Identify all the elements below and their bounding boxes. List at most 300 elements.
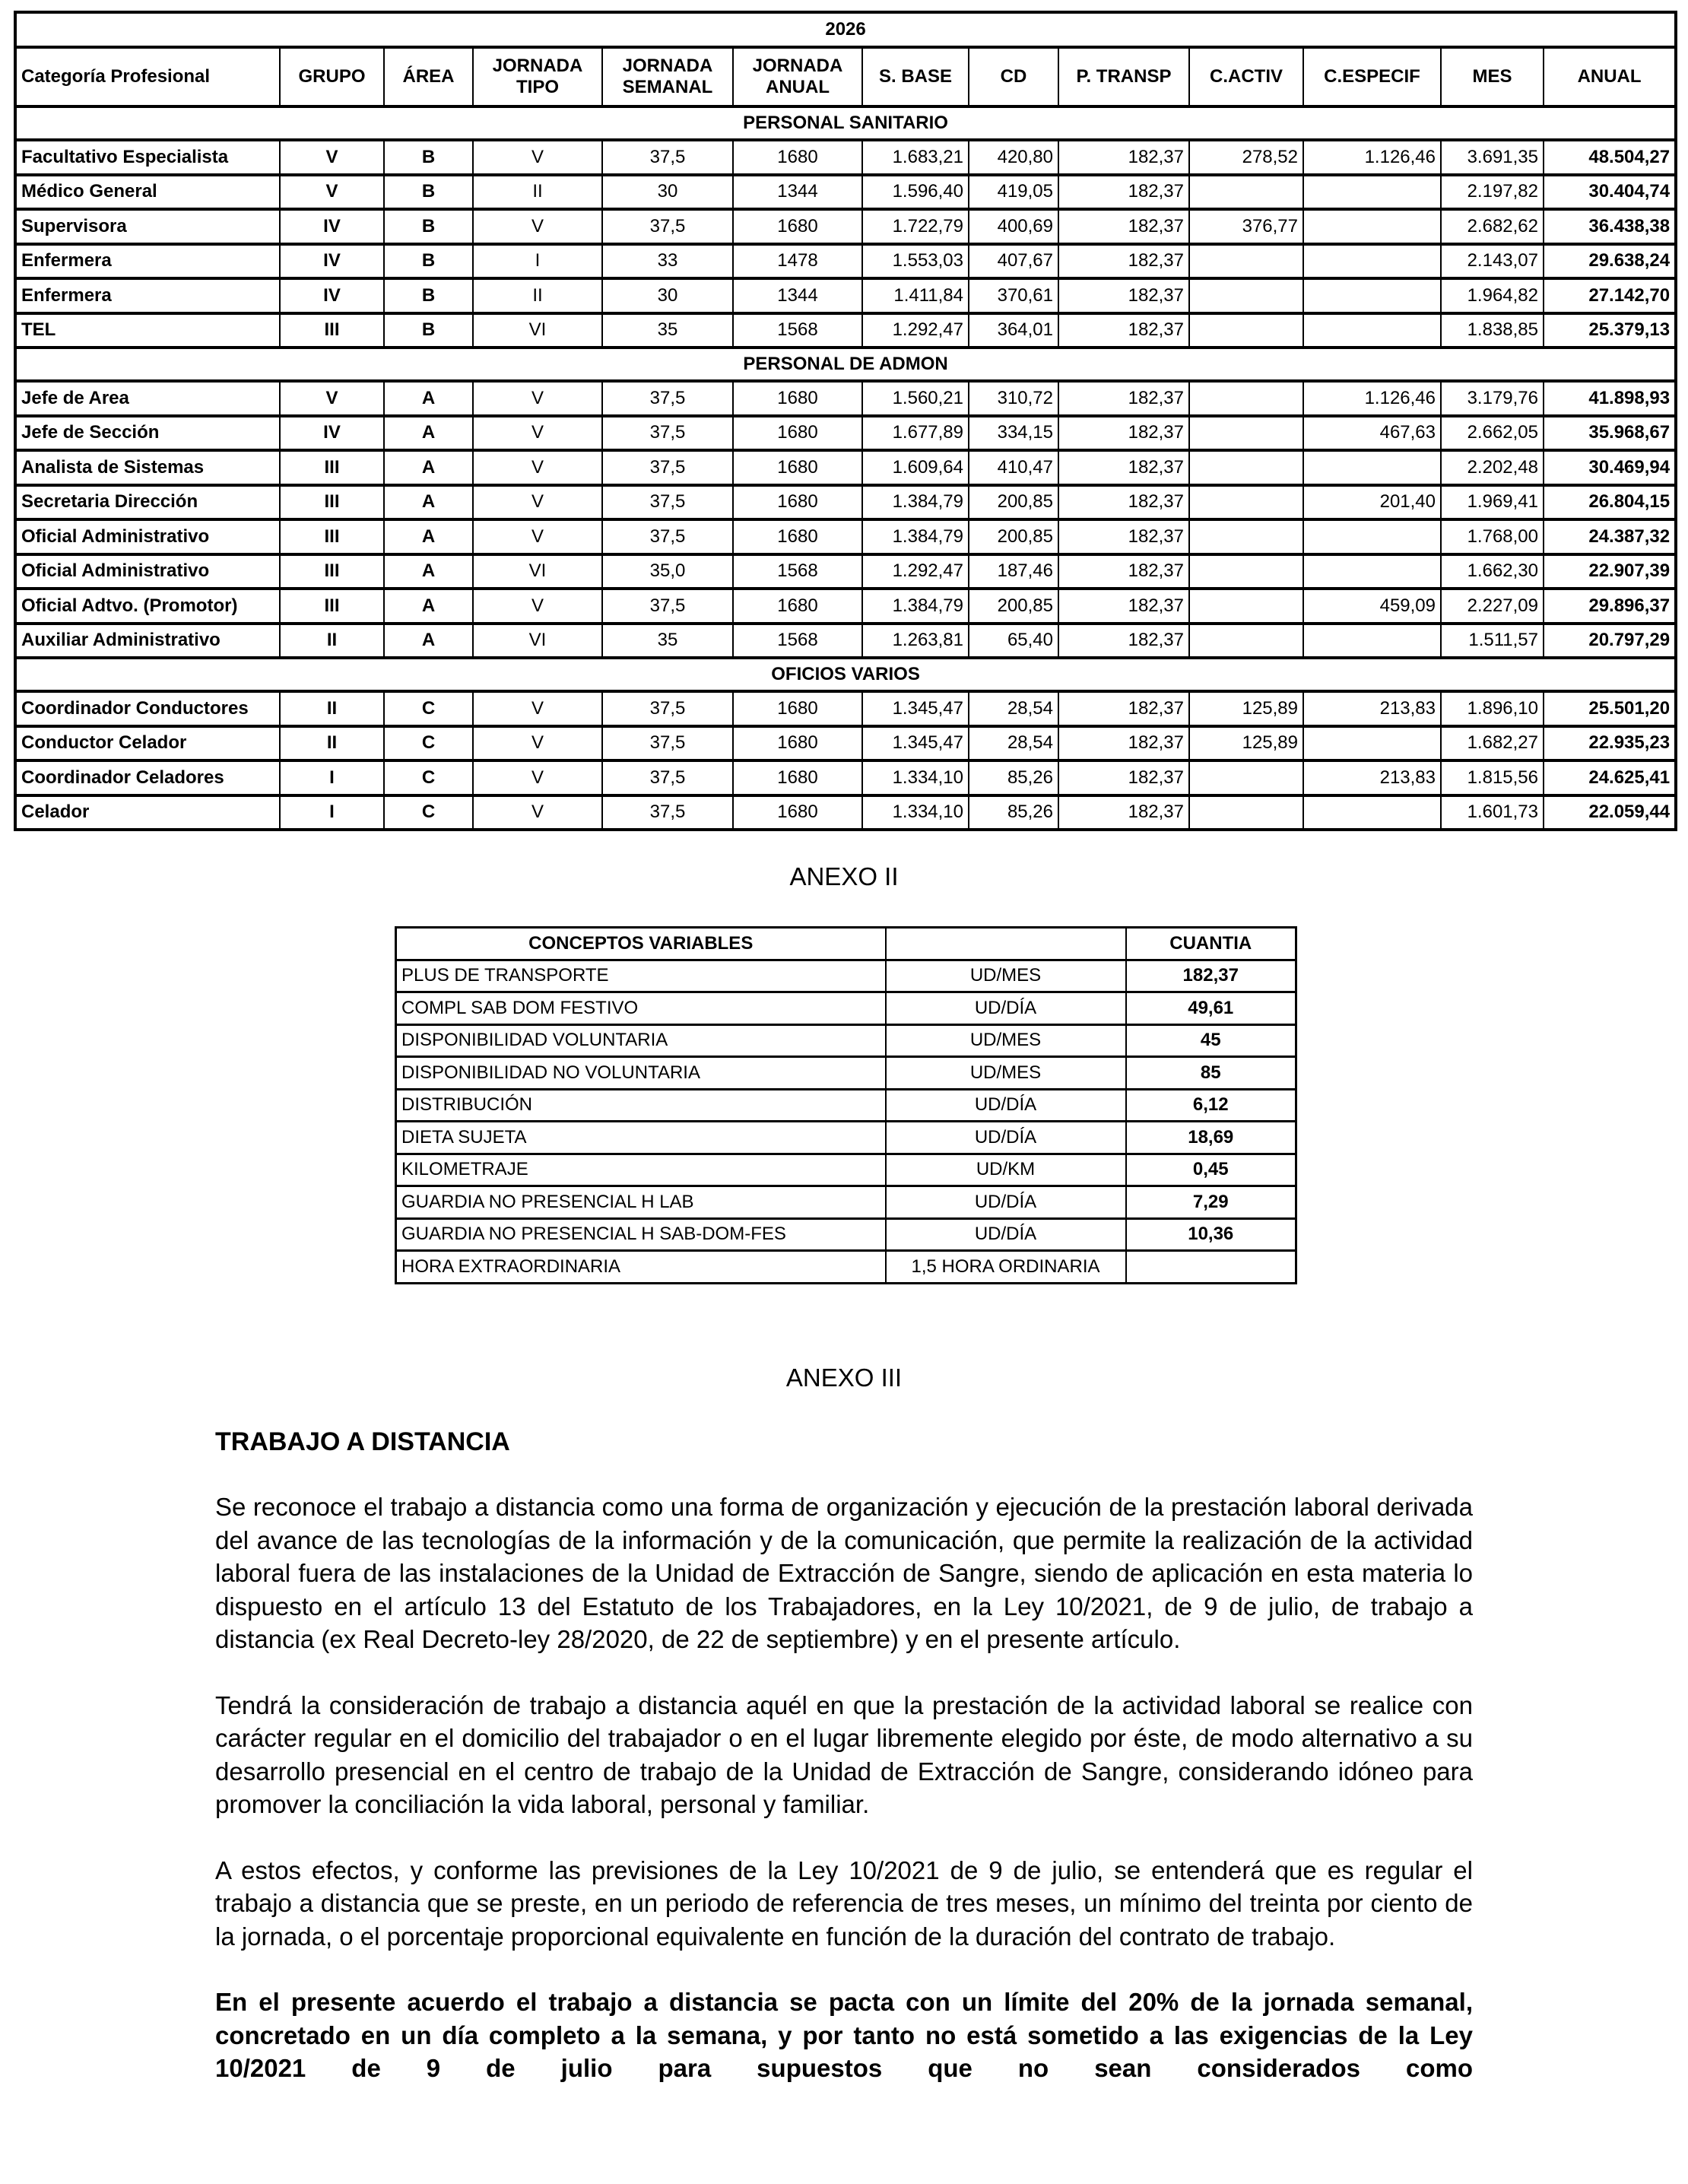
table-row	[15, 416, 1676, 451]
cell-c-especif: 201,40	[1303, 485, 1441, 520]
cell-concepto: GUARDIA NO PRESENCIAL H LAB	[396, 1186, 886, 1219]
variable-concepts-table	[395, 926, 1297, 1284]
cell-concepto: DIETA SUJETA	[396, 1122, 886, 1154]
cell-mes: 1.511,57	[1441, 624, 1544, 659]
annex3-title: ANEXO III	[785, 1363, 903, 1392]
table-row	[396, 1218, 1296, 1251]
col-header-unidad	[886, 928, 1126, 960]
cell-s-base: 1.683,21	[862, 140, 969, 175]
cell-unidad: UD/DÍA	[886, 1089, 1126, 1122]
col-header-grupo: GRUPO	[280, 47, 384, 106]
cell-p-transp: 182,37	[1058, 175, 1189, 210]
cell-s-base: 1.334,10	[862, 795, 969, 830]
cell-s-base: 1.596,40	[862, 175, 969, 210]
cell-jornada-semanal: 30	[602, 278, 733, 313]
table-row	[15, 760, 1676, 795]
cell-jornada-tipo: VI	[473, 313, 602, 348]
year-row	[15, 12, 1676, 47]
cell-s-base: 1.345,47	[862, 691, 969, 726]
cell-jornada-tipo: V	[473, 450, 602, 485]
cell-grupo: II	[280, 624, 384, 659]
cell-categoria: Oficial Adtvo. (Promotor)	[15, 589, 280, 624]
cell-cd: 334,15	[969, 416, 1058, 451]
cell-c-especif	[1303, 244, 1441, 279]
cell-jornada-anual: 1568	[733, 554, 862, 589]
cell-s-base: 1.722,79	[862, 209, 969, 244]
cell-c-especif: 459,09	[1303, 589, 1441, 624]
cell-anual: 48.504,27	[1544, 140, 1676, 175]
cell-c-especif	[1303, 624, 1441, 659]
cell-anual: 30.469,94	[1544, 450, 1676, 485]
cell-anual: 35.968,67	[1544, 416, 1676, 451]
section-title: PERSONAL SANITARIO	[15, 106, 1676, 140]
cell-mes: 1.682,27	[1441, 726, 1544, 761]
cell-area: A	[384, 519, 473, 554]
cell-cuantia	[1126, 1251, 1296, 1284]
cell-categoria: Oficial Administrativo	[15, 519, 280, 554]
cell-jornada-tipo: II	[473, 278, 602, 313]
table-row	[396, 1057, 1296, 1090]
cell-anual: 29.638,24	[1544, 244, 1676, 279]
cell-mes: 3.179,76	[1441, 381, 1544, 416]
cell-p-transp: 182,37	[1058, 244, 1189, 279]
section-row	[15, 348, 1676, 381]
table-row	[396, 1089, 1296, 1122]
col-header-c-activ: C.ACTIV	[1189, 47, 1303, 106]
cell-jornada-anual: 1680	[733, 691, 862, 726]
cell-concepto: KILOMETRAJE	[396, 1154, 886, 1186]
cell-c-especif: 1.126,46	[1303, 381, 1441, 416]
cell-mes: 1.601,73	[1441, 795, 1544, 830]
cell-grupo: II	[280, 726, 384, 761]
cell-unidad: UD/DÍA	[886, 992, 1126, 1025]
cell-c-especif: 467,63	[1303, 416, 1441, 451]
table-row	[396, 1186, 1296, 1219]
cell-jornada-anual: 1680	[733, 209, 862, 244]
cell-jornada-tipo: V	[473, 209, 602, 244]
cell-p-transp: 182,37	[1058, 140, 1189, 175]
cell-area: C	[384, 691, 473, 726]
cell-cuantia: 6,12	[1126, 1089, 1296, 1122]
cell-grupo: V	[280, 175, 384, 210]
section-title: PERSONAL DE ADMON	[15, 348, 1676, 381]
cell-cd: 28,54	[969, 691, 1058, 726]
cell-cd: 200,85	[969, 519, 1058, 554]
cell-cd: 419,05	[969, 175, 1058, 210]
paragraph-bold: En el presente acuerdo el trabajo a distancia se pacta con un límite del 20% de la jornada semanal, concretado en un día completo a la semana, y por tanto no está sometido a las exigencias de la Ley 10/2021 de 9 de julio para supuestos que no sean considerados como	[215, 1988, 1473, 2082]
cell-area: B	[384, 244, 473, 279]
cell-unidad: UD/MES	[886, 1057, 1126, 1090]
cell-unidad: 1,5 HORA ORDINARIA	[886, 1251, 1126, 1284]
paragraph: A estos efectos, y conforme las previsiones de la Ley 10/2021 de 9 de julio, se entenderá que es regular el trabajo a distancia que se preste, en un periodo de referencia de tres meses, un mínimo del treinta por ciento de la jornada, o el porcentaje proporcional equivalente en función de la duración del contrato de trabajo.	[215, 1855, 1473, 1951]
cell-anual: 36.438,38	[1544, 209, 1676, 244]
cell-c-especif: 213,83	[1303, 691, 1441, 726]
cell-categoria: Supervisora	[15, 209, 280, 244]
cell-mes: 3.691,35	[1441, 140, 1544, 175]
cell-categoria: Celador	[15, 795, 280, 830]
cell-area: B	[384, 313, 473, 348]
cell-area: A	[384, 554, 473, 589]
cell-s-base: 1.560,21	[862, 381, 969, 416]
cell-c-especif: 213,83	[1303, 760, 1441, 795]
cell-c-especif	[1303, 726, 1441, 761]
table-row	[15, 140, 1676, 175]
cell-s-base: 1.609,64	[862, 450, 969, 485]
cell-c-activ: 125,89	[1189, 691, 1303, 726]
cell-area: B	[384, 278, 473, 313]
cell-jornada-semanal: 33	[602, 244, 733, 279]
cell-area: A	[384, 381, 473, 416]
cell-cd: 370,61	[969, 278, 1058, 313]
cell-unidad: UD/KM	[886, 1154, 1126, 1186]
cell-p-transp: 182,37	[1058, 554, 1189, 589]
cell-unidad: UD/MES	[886, 1024, 1126, 1057]
cell-anual: 30.404,74	[1544, 175, 1676, 210]
cell-jornada-semanal: 37,5	[602, 795, 733, 830]
cell-c-especif	[1303, 554, 1441, 589]
cell-categoria: Jefe de Sección	[15, 416, 280, 451]
table-row	[15, 795, 1676, 830]
cell-p-transp: 182,37	[1058, 278, 1189, 313]
cell-mes: 1.815,56	[1441, 760, 1544, 795]
cell-c-activ: 278,52	[1189, 140, 1303, 175]
cell-mes: 2.143,07	[1441, 244, 1544, 279]
cell-grupo: IV	[280, 278, 384, 313]
cell-categoria: Facultativo Especialista	[15, 140, 280, 175]
cell-concepto: GUARDIA NO PRESENCIAL H SAB-DOM-FES	[396, 1218, 886, 1251]
cell-area: A	[384, 624, 473, 659]
cell-concepto: HORA EXTRAORDINARIA	[396, 1251, 886, 1284]
cell-jornada-anual: 1680	[733, 589, 862, 624]
table-row	[396, 1154, 1296, 1186]
cell-area: B	[384, 140, 473, 175]
col-header-p-transp: P. TRANSP	[1058, 47, 1189, 106]
cell-grupo: III	[280, 485, 384, 520]
section-row	[15, 106, 1676, 140]
col-header-cd: CD	[969, 47, 1058, 106]
cell-unidad: UD/DÍA	[886, 1122, 1126, 1154]
cell-jornada-semanal: 37,5	[602, 140, 733, 175]
table-row	[396, 992, 1296, 1025]
cell-categoria: Oficial Administrativo	[15, 554, 280, 589]
cell-jornada-tipo: V	[473, 485, 602, 520]
cell-jornada-semanal: 37,5	[602, 691, 733, 726]
cell-jornada-tipo: V	[473, 795, 602, 830]
cell-cuantia: 49,61	[1126, 992, 1296, 1025]
col-header-cuantia: CUANTIA	[1126, 928, 1296, 960]
cell-mes: 1.768,00	[1441, 519, 1544, 554]
table-row	[396, 1024, 1296, 1057]
cell-c-activ	[1189, 760, 1303, 795]
cell-jornada-semanal: 37,5	[602, 450, 733, 485]
cell-area: A	[384, 485, 473, 520]
cell-jornada-semanal: 37,5	[602, 381, 733, 416]
cell-cd: 310,72	[969, 381, 1058, 416]
cell-grupo: I	[280, 795, 384, 830]
table-row	[15, 519, 1676, 554]
cell-jornada-tipo: VI	[473, 624, 602, 659]
cell-jornada-anual: 1680	[733, 450, 862, 485]
annex3-body	[215, 1425, 1473, 2118]
table-row	[15, 554, 1676, 589]
cell-c-activ	[1189, 519, 1303, 554]
cell-categoria: Enfermera	[15, 244, 280, 279]
cell-mes: 2.197,82	[1441, 175, 1544, 210]
cell-unidad: UD/DÍA	[886, 1218, 1126, 1251]
cell-concepto: DISTRIBUCIÓN	[396, 1089, 886, 1122]
cell-s-base: 1.345,47	[862, 726, 969, 761]
cell-grupo: I	[280, 760, 384, 795]
col-header-jornada-semanal: JORNADA SEMANAL	[602, 47, 733, 106]
cell-s-base: 1.334,10	[862, 760, 969, 795]
cell-jornada-anual: 1680	[733, 760, 862, 795]
col-header-s-base: S. BASE	[862, 47, 969, 106]
cell-categoria: Auxiliar Administrativo	[15, 624, 280, 659]
cell-anual: 22.059,44	[1544, 795, 1676, 830]
cell-jornada-anual: 1344	[733, 175, 862, 210]
cell-c-especif	[1303, 313, 1441, 348]
table-row	[15, 450, 1676, 485]
cell-jornada-tipo: V	[473, 416, 602, 451]
cell-cd: 400,69	[969, 209, 1058, 244]
cell-c-especif: 1.126,46	[1303, 140, 1441, 175]
cell-jornada-tipo: V	[473, 140, 602, 175]
table-row	[15, 691, 1676, 726]
cell-grupo: IV	[280, 209, 384, 244]
table-row	[15, 624, 1676, 659]
table-row	[15, 278, 1676, 313]
cell-grupo: V	[280, 140, 384, 175]
cell-jornada-semanal: 35	[602, 313, 733, 348]
cell-cd: 364,01	[969, 313, 1058, 348]
cell-s-base: 1.677,89	[862, 416, 969, 451]
col-header-jornada-tipo: JORNADA TIPO	[473, 47, 602, 106]
cell-c-activ	[1189, 624, 1303, 659]
cell-jornada-tipo: V	[473, 691, 602, 726]
section-heading: TRABAJO A DISTANCIA	[215, 1427, 510, 1456]
cell-mes: 2.662,05	[1441, 416, 1544, 451]
cell-mes: 2.227,09	[1441, 589, 1544, 624]
cell-area: C	[384, 795, 473, 830]
cell-p-transp: 182,37	[1058, 624, 1189, 659]
cell-categoria: Secretaria Dirección	[15, 485, 280, 520]
cell-cd: 410,47	[969, 450, 1058, 485]
cell-cuantia: 18,69	[1126, 1122, 1296, 1154]
cell-anual: 26.804,15	[1544, 485, 1676, 520]
cell-jornada-anual: 1568	[733, 624, 862, 659]
cell-grupo: III	[280, 554, 384, 589]
cell-p-transp: 182,37	[1058, 313, 1189, 348]
cell-mes: 1.896,10	[1441, 691, 1544, 726]
cell-jornada-semanal: 37,5	[602, 519, 733, 554]
cell-jornada-anual: 1680	[733, 485, 862, 520]
cell-p-transp: 182,37	[1058, 760, 1189, 795]
cell-grupo: III	[280, 589, 384, 624]
annex2-header-row	[396, 928, 1296, 960]
cell-area: C	[384, 726, 473, 761]
cell-c-activ	[1189, 450, 1303, 485]
cell-jornada-anual: 1680	[733, 140, 862, 175]
cell-p-transp: 182,37	[1058, 726, 1189, 761]
cell-s-base: 1.553,03	[862, 244, 969, 279]
cell-anual: 24.625,41	[1544, 760, 1676, 795]
cell-cuantia: 182,37	[1126, 960, 1296, 992]
cell-cd: 85,26	[969, 760, 1058, 795]
cell-jornada-anual: 1680	[733, 381, 862, 416]
col-header-jornada-anual: JORNADA ANUAL	[733, 47, 862, 106]
cell-jornada-semanal: 30	[602, 175, 733, 210]
cell-cuantia: 45	[1126, 1024, 1296, 1057]
cell-mes: 1.964,82	[1441, 278, 1544, 313]
cell-c-activ	[1189, 278, 1303, 313]
col-header-area: ÁREA	[384, 47, 473, 106]
cell-grupo: IV	[280, 244, 384, 279]
table-row	[15, 175, 1676, 210]
cell-jornada-semanal: 35	[602, 624, 733, 659]
cell-concepto: PLUS DE TRANSPORTE	[396, 960, 886, 992]
cell-cd: 200,85	[969, 589, 1058, 624]
cell-area: A	[384, 416, 473, 451]
cell-c-activ	[1189, 795, 1303, 830]
cell-categoria: Coordinador Celadores	[15, 760, 280, 795]
cell-area: C	[384, 760, 473, 795]
table-row	[15, 381, 1676, 416]
cell-categoria: Médico General	[15, 175, 280, 210]
cell-concepto: COMPL SAB DOM FESTIVO	[396, 992, 886, 1025]
cell-s-base: 1.292,47	[862, 554, 969, 589]
cell-jornada-anual: 1568	[733, 313, 862, 348]
cell-c-activ	[1189, 554, 1303, 589]
cell-anual: 25.379,13	[1544, 313, 1676, 348]
cell-cuantia: 10,36	[1126, 1218, 1296, 1251]
cell-cuantia: 85	[1126, 1057, 1296, 1090]
cell-anual: 24.387,32	[1544, 519, 1676, 554]
year-label: 2026	[15, 12, 1676, 47]
cell-grupo: IV	[280, 416, 384, 451]
cell-cd: 407,67	[969, 244, 1058, 279]
col-header-anual: ANUAL	[1544, 47, 1676, 106]
cell-cuantia: 0,45	[1126, 1154, 1296, 1186]
cell-categoria: Conductor Celador	[15, 726, 280, 761]
section-row	[15, 658, 1676, 691]
cell-p-transp: 182,37	[1058, 416, 1189, 451]
cell-jornada-tipo: V	[473, 381, 602, 416]
cell-anual: 22.935,23	[1544, 726, 1676, 761]
cell-categoria: TEL	[15, 313, 280, 348]
cell-categoria: Jefe de Area	[15, 381, 280, 416]
cell-c-activ	[1189, 485, 1303, 520]
col-header-c-especif: C.ESPECIF	[1303, 47, 1441, 106]
table-row	[396, 960, 1296, 992]
cell-jornada-anual: 1680	[733, 519, 862, 554]
table-row	[15, 209, 1676, 244]
cell-categoria: Coordinador Conductores	[15, 691, 280, 726]
cell-grupo: III	[280, 313, 384, 348]
cell-jornada-anual: 1344	[733, 278, 862, 313]
cell-mes: 2.202,48	[1441, 450, 1544, 485]
cell-jornada-semanal: 37,5	[602, 760, 733, 795]
cell-s-base: 1.411,84	[862, 278, 969, 313]
cell-p-transp: 182,37	[1058, 795, 1189, 830]
cell-jornada-anual: 1478	[733, 244, 862, 279]
cell-cd: 420,80	[969, 140, 1058, 175]
cell-c-especif	[1303, 795, 1441, 830]
cell-anual: 41.898,93	[1544, 381, 1676, 416]
cell-jornada-semanal: 37,5	[602, 485, 733, 520]
cell-cd: 85,26	[969, 795, 1058, 830]
cell-unidad: UD/DÍA	[886, 1186, 1126, 1219]
cell-jornada-tipo: V	[473, 760, 602, 795]
cell-jornada-semanal: 37,5	[602, 416, 733, 451]
cell-cuantia: 7,29	[1126, 1186, 1296, 1219]
table-row	[15, 589, 1676, 624]
cell-area: A	[384, 589, 473, 624]
col-header-conceptos: CONCEPTOS VARIABLES	[396, 928, 886, 960]
cell-jornada-tipo: V	[473, 726, 602, 761]
cell-c-especif	[1303, 278, 1441, 313]
cell-unidad: UD/MES	[886, 960, 1126, 992]
cell-s-base: 1.384,79	[862, 485, 969, 520]
cell-jornada-anual: 1680	[733, 795, 862, 830]
cell-p-transp: 182,37	[1058, 691, 1189, 726]
cell-mes: 1.838,85	[1441, 313, 1544, 348]
cell-grupo: III	[280, 450, 384, 485]
cell-jornada-tipo: V	[473, 519, 602, 554]
cell-c-activ	[1189, 381, 1303, 416]
cell-jornada-anual: 1680	[733, 726, 862, 761]
cell-c-activ	[1189, 416, 1303, 451]
section-title: OFICIOS VARIOS	[15, 658, 1676, 691]
cell-c-activ	[1189, 313, 1303, 348]
table-row	[15, 726, 1676, 761]
col-header-mes: MES	[1441, 47, 1544, 106]
cell-c-activ	[1189, 175, 1303, 210]
cell-p-transp: 182,37	[1058, 519, 1189, 554]
cell-mes: 1.969,41	[1441, 485, 1544, 520]
cell-c-activ	[1189, 589, 1303, 624]
cell-p-transp: 182,37	[1058, 381, 1189, 416]
cell-c-especif	[1303, 209, 1441, 244]
cell-categoria: Analista de Sistemas	[15, 450, 280, 485]
cell-area: B	[384, 209, 473, 244]
cell-concepto: DISPONIBILIDAD NO VOLUNTARIA	[396, 1057, 886, 1090]
cell-c-especif	[1303, 450, 1441, 485]
cell-cd: 65,40	[969, 624, 1058, 659]
cell-c-activ: 125,89	[1189, 726, 1303, 761]
cell-s-base: 1.292,47	[862, 313, 969, 348]
cell-categoria: Enfermera	[15, 278, 280, 313]
table-row	[396, 1251, 1296, 1284]
table-row	[15, 244, 1676, 279]
cell-jornada-semanal: 35,0	[602, 554, 733, 589]
col-header-categoria: Categoría Profesional	[15, 47, 280, 106]
cell-c-activ	[1189, 244, 1303, 279]
cell-grupo: III	[280, 519, 384, 554]
cell-jornada-semanal: 37,5	[602, 589, 733, 624]
cell-grupo: V	[280, 381, 384, 416]
cell-jornada-tipo: V	[473, 589, 602, 624]
cell-p-transp: 182,37	[1058, 485, 1189, 520]
cell-c-especif	[1303, 519, 1441, 554]
cell-cd: 200,85	[969, 485, 1058, 520]
cell-mes: 1.662,30	[1441, 554, 1544, 589]
table-row	[15, 485, 1676, 520]
cell-cd: 28,54	[969, 726, 1058, 761]
header-row	[15, 47, 1676, 106]
paragraph: Tendrá la consideración de trabajo a distancia aquél en que la prestación de la actividad laboral se realice con carácter regular en el domicilio del trabajador o en el lugar libremente elegido por éste, de modo alternativo a su desarrollo presencial en el centro de trabajo de la Unidad de Extracción de Sangre, considerando idóneo para promover la conciliación la vida laboral, personal y familiar.	[215, 1690, 1473, 1818]
cell-s-base: 1.384,79	[862, 589, 969, 624]
cell-anual: 20.797,29	[1544, 624, 1676, 659]
